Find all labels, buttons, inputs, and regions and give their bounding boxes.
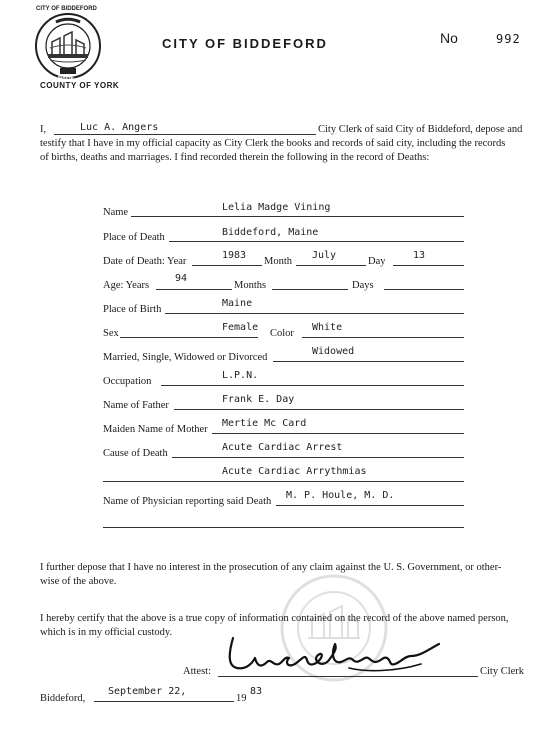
document-number: 992 xyxy=(496,32,521,46)
mother-label: Maiden Name of Mother xyxy=(103,424,208,435)
day-label: Day xyxy=(368,256,386,267)
place-of-death-value: Biddeford, Maine xyxy=(222,227,319,238)
age-years-label: Age: Years xyxy=(103,280,150,291)
cause-of-death-label: Cause of Death xyxy=(103,448,168,459)
color-value: White xyxy=(312,322,343,333)
place-of-death-label: Place of Death xyxy=(103,232,165,243)
seal-top-text: CITY OF BIDDEFORD xyxy=(36,6,97,12)
sex-value: Female xyxy=(222,322,259,333)
month-value: July xyxy=(312,250,337,261)
marital-status-value: Widowed xyxy=(312,346,355,357)
intro-line1-suffix: City Clerk of said City of Biddeford, depose and xyxy=(318,124,523,135)
clerk-name: Luc A. Angers xyxy=(80,122,159,133)
intro-line3: of births, deaths and marriages. I find recorded therein the following in the record of Deaths: xyxy=(40,152,430,163)
certify-line2: which is in my official custody. xyxy=(40,627,173,638)
seal-bottom-text: MAINE xyxy=(58,75,75,81)
cause-of-death-value-2: Acute Cardiac Arrythmias xyxy=(222,466,367,477)
depose-line1: I further depose that I have no interest in the prosecution of any claim against the U. S. Government, or other- xyxy=(40,562,502,573)
clerk-signature xyxy=(225,632,445,678)
month-label: Month xyxy=(264,256,293,267)
day-value: 13 xyxy=(413,250,426,261)
number-label: No xyxy=(440,30,458,46)
physician-value: M. P. Houle, M. D. xyxy=(286,490,395,501)
age-years-value: 94 xyxy=(175,273,188,284)
name-label: Name xyxy=(103,207,129,218)
cause-of-death-value-1: Acute Cardiac Arrest xyxy=(222,442,343,453)
father-label: Name of Father xyxy=(103,400,169,411)
city-seal-icon xyxy=(34,12,102,80)
place-of-birth-value: Maine xyxy=(222,298,253,309)
year-prefix: 19 xyxy=(236,693,247,704)
age-months-label: Months xyxy=(234,280,267,291)
city-clerk-label: City Clerk xyxy=(480,666,525,677)
place-label: Biddeford, xyxy=(40,693,86,704)
intro-prefix: I, xyxy=(40,124,47,135)
year-value: 1983 xyxy=(222,250,247,261)
age-days-label: Days xyxy=(352,280,374,291)
depose-line2: wise of the above. xyxy=(40,576,117,587)
occupation-value: L.P.N. xyxy=(222,370,259,381)
place-of-birth-label: Place of Birth xyxy=(103,304,162,315)
marital-status-label: Married, Single, Widowed or Divorced xyxy=(103,352,268,363)
year-suffix: 83 xyxy=(250,686,263,697)
date-of-death-label: Date of Death: Year xyxy=(103,256,187,267)
father-value: Frank E. Day xyxy=(222,394,295,405)
certify-line1: I hereby certify that the above is a true copy of information contained on the record of the above named person, xyxy=(40,613,509,624)
mother-value: Mertie Mc Card xyxy=(222,418,307,429)
color-label: Color xyxy=(270,328,294,339)
intro-line2: testify that I have in my official capacity as City Clerk the books and records of said city, including the records xyxy=(40,138,506,149)
sex-label: Sex xyxy=(103,328,119,339)
physician-label: Name of Physician reporting said Death xyxy=(103,496,272,507)
document-title: CITY OF BIDDEFORD xyxy=(162,36,328,51)
attest-label: Attest: xyxy=(183,666,211,677)
name-value: Lelia Madge Vining xyxy=(222,202,331,213)
county-label: COUNTY OF YORK xyxy=(40,81,120,90)
certificate-date-value: September 22, xyxy=(108,686,187,697)
occupation-label: Occupation xyxy=(103,376,152,387)
